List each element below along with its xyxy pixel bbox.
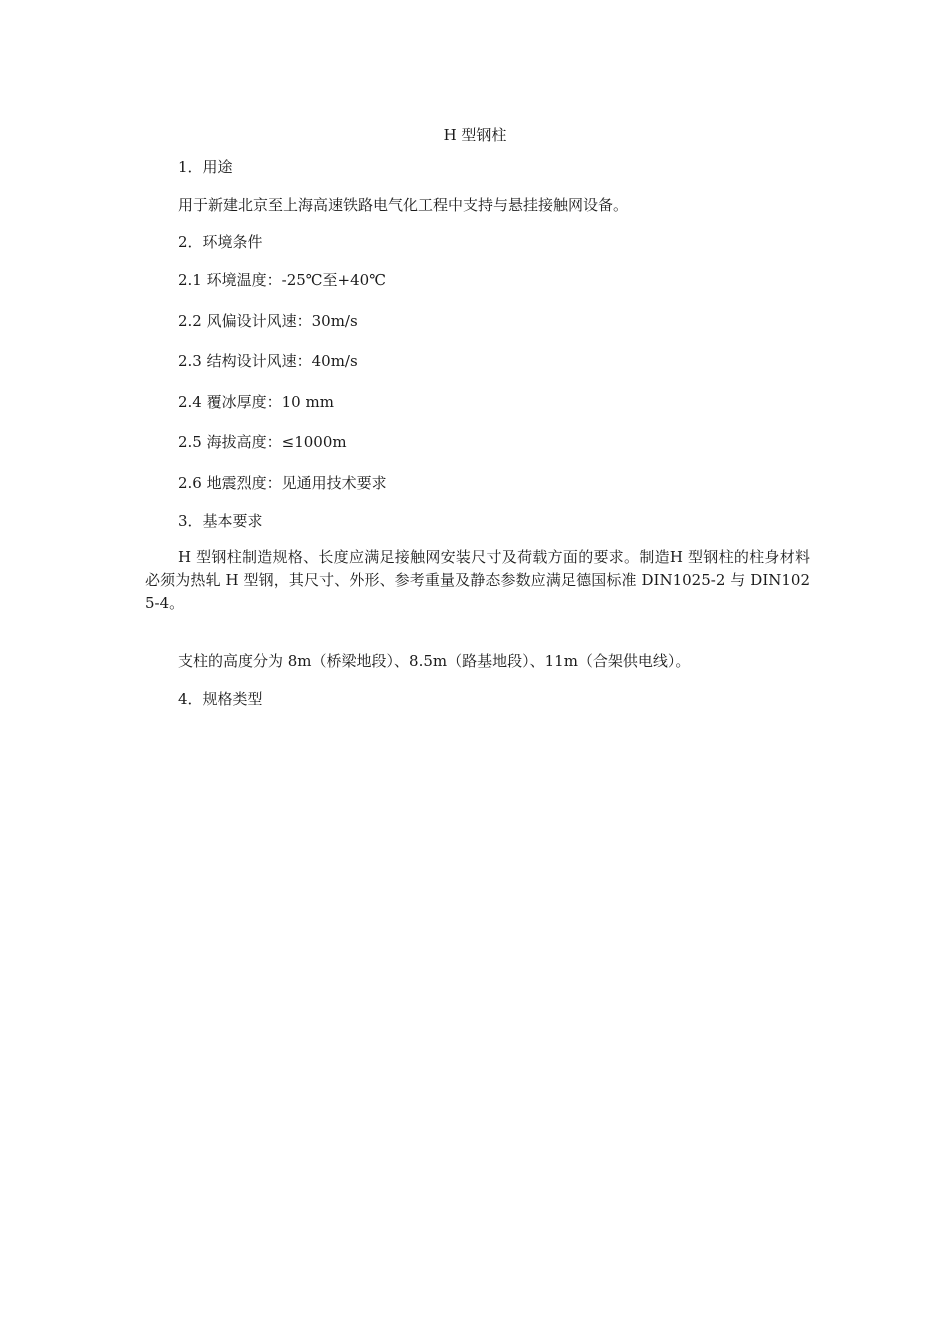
- section-3-heading: 3．基本要求: [178, 512, 263, 530]
- section-2-3: 2.3 结构设计风速：40m/s: [178, 352, 358, 370]
- section-2-1: 2.1 环境温度：-25℃至+40℃: [178, 271, 386, 289]
- section-2-heading: 2．环境条件: [178, 233, 263, 251]
- section-1-text: 用于新建北京至上海高速铁路电气化工程中支持与悬挂接触网设备。: [178, 196, 629, 214]
- document-title: H 型钢柱: [443, 126, 507, 144]
- section-2-2: 2.2 风偏设计风速：30m/s: [178, 312, 358, 330]
- section-2-6: 2.6 地震烈度：见通用技术要求: [178, 474, 387, 492]
- section-2-4: 2.4 覆冰厚度：10 mm: [178, 393, 334, 411]
- section-3-paragraph-2: 支柱的高度分为 8m（桥梁地段）、8.5m（路基地段）、11m（合架供电线）。: [178, 652, 691, 670]
- section-4-heading: 4．规格类型: [178, 690, 263, 708]
- section-3-paragraph-1: H 型钢柱制造规格、长度应满足接触网安装尺寸及荷载方面的要求。制造H 型钢柱的柱身材料必须为热轧 H 型钢，其尺寸、外形、参考重量及静态参数应满足德国标准 DIN1025-2 与 DIN1025-4。: [145, 548, 810, 612]
- section-2-5: 2.5 海拔高度：≤1000m: [178, 433, 347, 451]
- section-1-heading: 1．用途: [178, 158, 233, 176]
